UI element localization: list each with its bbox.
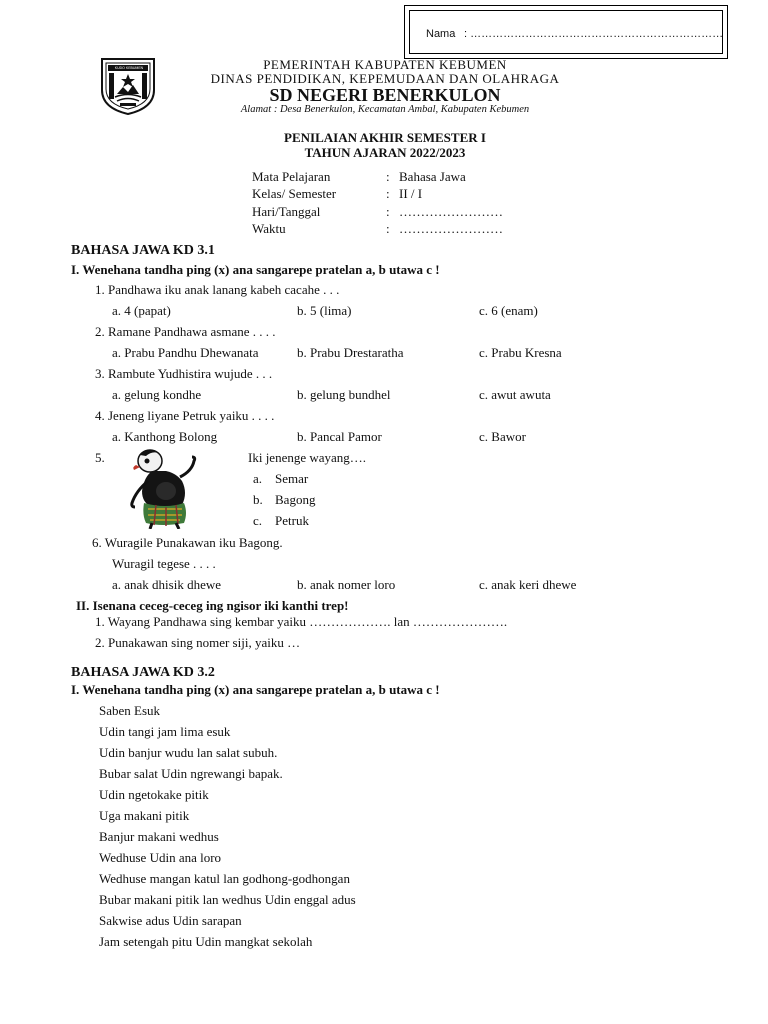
option-c[interactable]: c. Prabu Kresna: [479, 345, 562, 360]
info-label: Mata Pelajaran: [252, 169, 331, 184]
story-line: Bubar makani pitik lan wedhus Udin enggal adus: [99, 892, 356, 907]
story-line: Wedhuse mangan katul lan godhong-godhongan: [99, 871, 350, 886]
header-department: DINAS PENDIDIKAN, KEPEMUDAAN DAN OLAHRAGA: [210, 71, 560, 86]
info-value: Bahasa Jawa: [399, 169, 466, 184]
school-logo: [99, 56, 157, 116]
section-title-kd31: BAHASA JAWA KD 3.1: [71, 243, 215, 258]
question-1: 1. Pandhawa iku anak lanang kabeh cacahe . . .: [95, 282, 340, 297]
instruction-part2: II. Isenana ceceg-ceceg ing ngisor iki kanthi trep!: [76, 598, 349, 613]
option-a[interactable]: a. Prabu Pandhu Dhewanata: [112, 345, 259, 360]
story-line: Udin tangi jam lima esuk: [99, 724, 231, 739]
option-c[interactable]: c. anak keri dhewe: [479, 577, 577, 592]
info-colon: :: [386, 169, 390, 184]
instruction-kd32: I. Wenehana tandha ping (x) ana sangarepe pratelan a, b utawa c !: [71, 682, 440, 697]
wayang-puppet-icon: [122, 447, 202, 529]
option-b[interactable]: [253, 492, 316, 508]
story-line: Bubar salat Udin ngrewangi bapak.: [99, 766, 283, 781]
name-box-inner: [409, 10, 723, 54]
question-5-text: Iki jenenge wayang….: [248, 450, 367, 465]
option-a[interactable]: a. gelung kondhe: [112, 387, 202, 402]
info-label: Kelas/ Semester: [252, 186, 337, 201]
info-colon: :: [386, 204, 390, 219]
story-line: Wedhuse Udin ana loro: [99, 850, 222, 865]
header-government: PEMERINTAH KABUPATEN KEBUMEN: [263, 57, 507, 72]
option-text: Bagong: [275, 492, 316, 507]
option-c[interactable]: c. 6 (enam): [479, 303, 538, 318]
wayang-image: [122, 447, 202, 529]
option-c[interactable]: [253, 513, 309, 529]
option-text: Semar: [275, 471, 309, 486]
story-line: Jam setengah pitu Udin mangkat sekolah: [99, 934, 313, 949]
story-line: Udin ngetokake pitik: [99, 787, 209, 802]
option-a[interactable]: a. Kanthong Bolong: [112, 429, 218, 444]
info-label: Hari/Tanggal: [252, 204, 321, 219]
option-b[interactable]: b. gelung bundhel: [297, 387, 391, 402]
info-colon: :: [386, 186, 390, 201]
info-value[interactable]: ……………………: [399, 204, 503, 219]
fill-item-1[interactable]: 1. Wayang Pandhawa sing kembar yaiku ………………. lan ………………….: [95, 614, 508, 629]
question-5-number: 5.: [95, 450, 105, 465]
logo-text: KUDO KEBUMEN: [114, 66, 144, 70]
instruction-part1: I. Wenehana tandha ping (x) ana sangarepe pratelan a, b utawa c !: [71, 262, 440, 277]
header-address: Alamat : Desa Benerkulon, Kecamatan Ambal, Kabupaten Kebumen: [240, 104, 530, 115]
option-b[interactable]: b. Pancal Pamor: [297, 429, 382, 444]
option-c[interactable]: c. awut awuta: [479, 387, 551, 402]
option-c[interactable]: c. Bawor: [479, 429, 526, 444]
story-line: Udin banjur wudu lan salat subuh.: [99, 745, 278, 760]
exam-year: TAHUN AJARAN 2022/2023: [304, 145, 466, 160]
question-3: 3. Rambute Yudhistira wujude . . .: [95, 366, 273, 381]
story-line: Uga makani pitik: [99, 808, 190, 823]
name-field[interactable]: : ……………………………………………………………: [464, 28, 724, 40]
info-label: Waktu: [252, 221, 286, 236]
header-school-name: SD NEGERI BENERKULON: [269, 85, 501, 105]
info-value[interactable]: ……………………: [399, 221, 503, 236]
option-a[interactable]: a. 4 (papat): [112, 303, 171, 318]
option-letter: c.: [253, 513, 263, 528]
option-text: Petruk: [275, 513, 309, 528]
name-label: Nama: [426, 28, 456, 40]
info-colon: :: [386, 221, 390, 236]
question-6-sub: Wuragil tegese . . . .: [112, 556, 216, 571]
story-line: Banjur makani wedhus: [99, 829, 219, 844]
info-value: II / I: [399, 186, 423, 201]
option-a[interactable]: a. anak dhisik dhewe: [112, 577, 222, 592]
option-letter: a.: [253, 471, 263, 486]
question-6: 6. Wuragile Punakawan iku Bagong.: [92, 535, 283, 550]
section-title-kd32: BAHASA JAWA KD 3.2: [71, 665, 215, 680]
fill-item-2[interactable]: 2. Punakawan sing nomer siji, yaiku …: [95, 635, 301, 650]
question-4: 4. Jeneng liyane Petruk yaiku . . . .: [95, 408, 275, 423]
option-letter: b.: [253, 492, 263, 507]
option-b[interactable]: b. 5 (lima): [297, 303, 352, 318]
name-box: [404, 5, 728, 59]
story-line: Sakwise adus Udin sarapan: [99, 913, 242, 928]
question-2: 2. Ramane Pandhawa asmane . . . .: [95, 324, 276, 339]
exam-title: PENILAIAN AKHIR SEMESTER I: [284, 130, 486, 145]
option-b[interactable]: b. Prabu Drestaratha: [297, 345, 404, 360]
option-a[interactable]: [253, 471, 309, 487]
story-line: Saben Esuk: [99, 703, 161, 718]
option-b[interactable]: b. anak nomer loro: [297, 577, 396, 592]
